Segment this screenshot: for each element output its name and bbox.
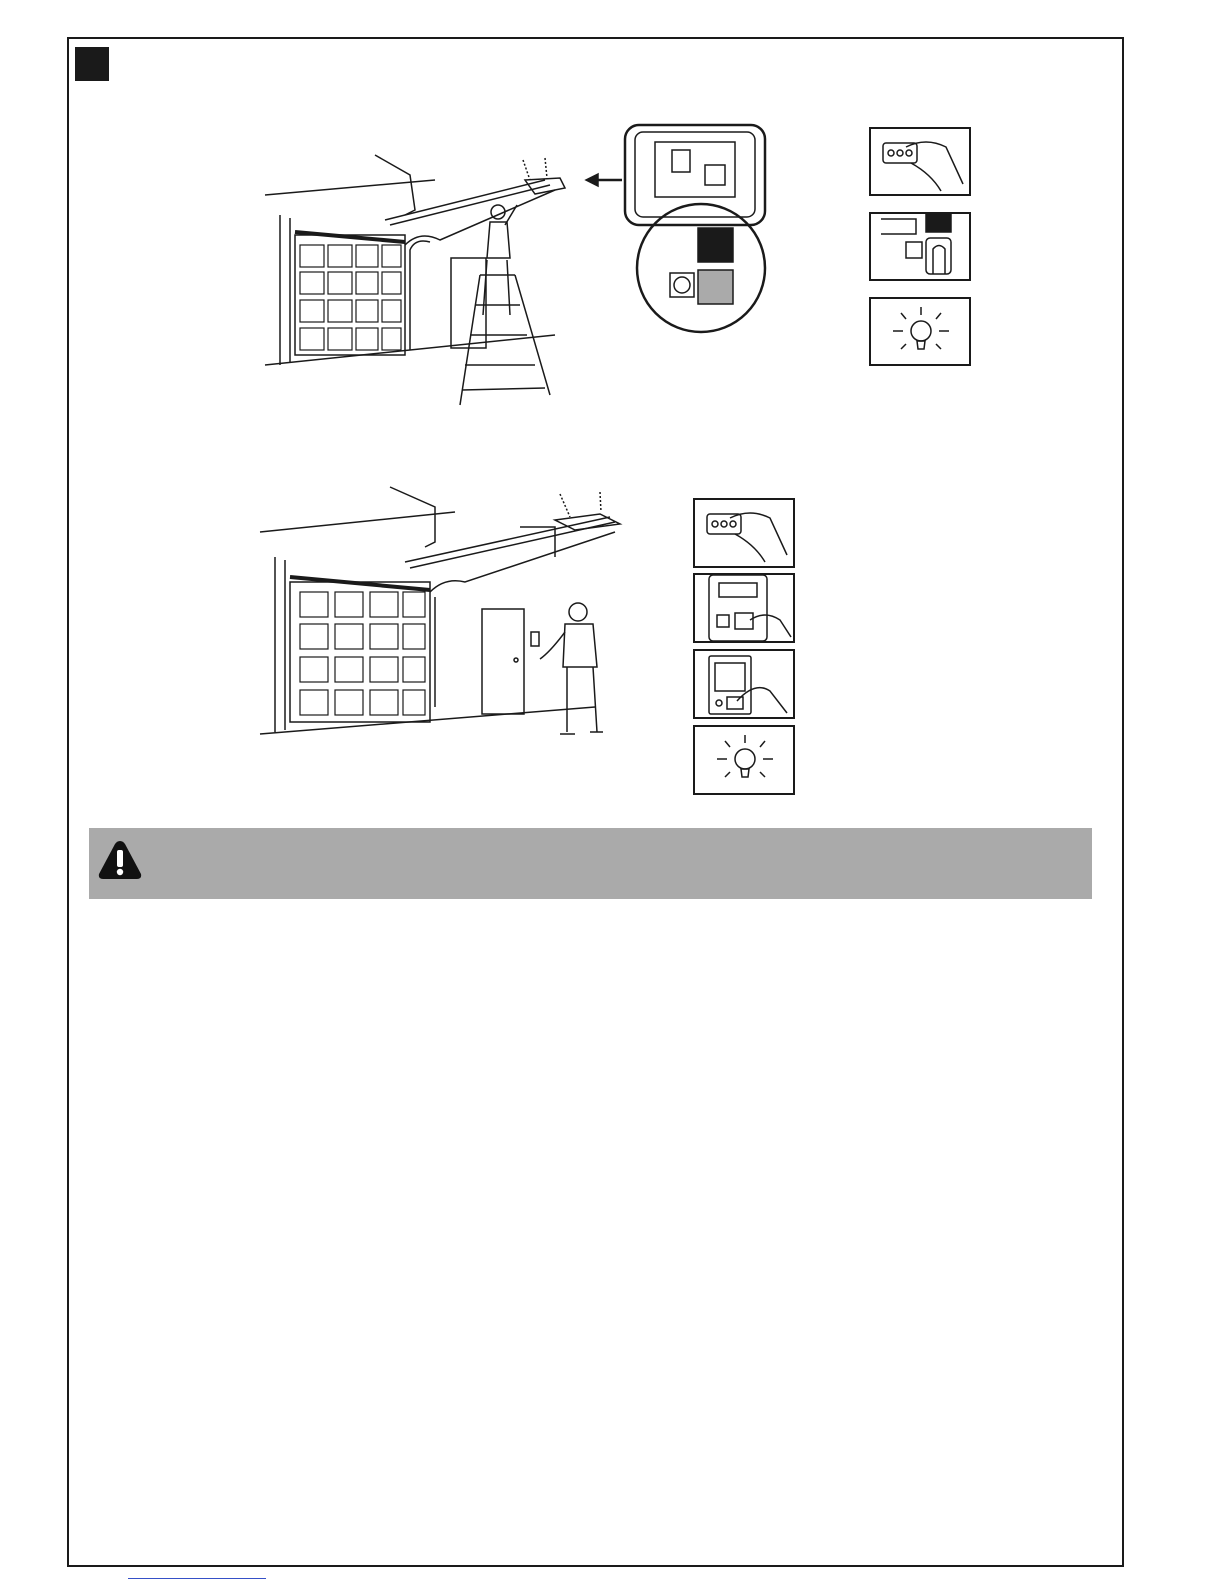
remote-press-icon-2 bbox=[695, 500, 793, 566]
remote-press-icon bbox=[871, 129, 969, 194]
opener-closeup bbox=[580, 120, 780, 335]
learn-button-panel bbox=[869, 212, 971, 281]
keypad-press-icon bbox=[695, 575, 793, 641]
warning-triangle-icon bbox=[96, 838, 144, 882]
remote-press-panel-2 bbox=[693, 498, 795, 568]
keypad-press-panel bbox=[693, 573, 795, 643]
wall-control-press-panel bbox=[693, 649, 795, 719]
wall-control-press-icon bbox=[695, 651, 793, 717]
step-number-box bbox=[75, 47, 109, 81]
garage-wall-control-illustration bbox=[255, 482, 635, 747]
light-flash-panel-top bbox=[869, 297, 971, 366]
remote-press-panel bbox=[869, 127, 971, 196]
light-flash-panel-bottom bbox=[693, 725, 795, 795]
light-bulb-flash-icon-2 bbox=[695, 727, 793, 793]
garage-ladder-illustration bbox=[255, 150, 575, 410]
warning-bar bbox=[89, 828, 1092, 899]
learn-button-press-icon bbox=[871, 214, 969, 279]
footer-link-underline[interactable] bbox=[128, 1578, 266, 1579]
light-bulb-flash-icon bbox=[871, 299, 969, 364]
